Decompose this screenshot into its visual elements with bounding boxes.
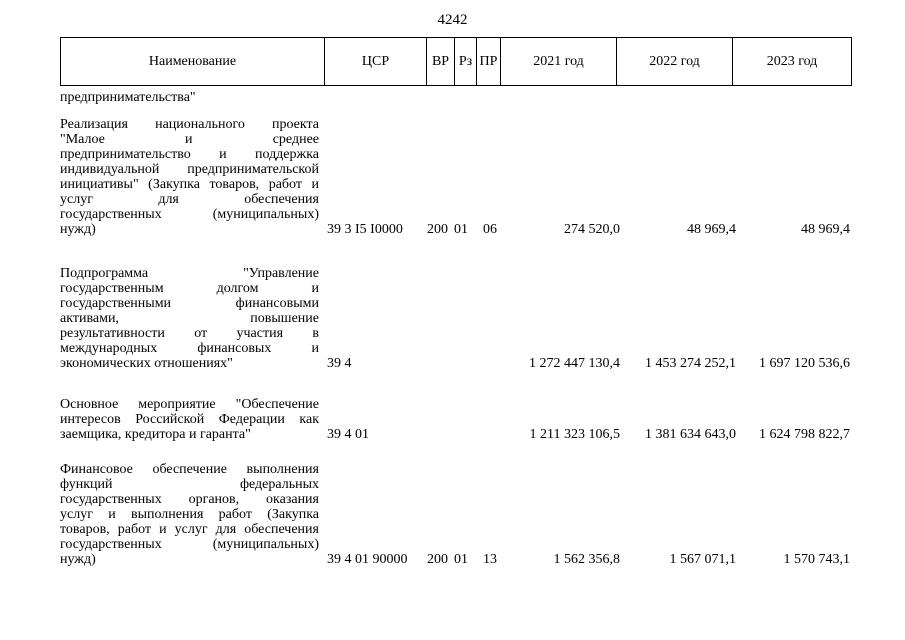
row-name-line: услуг для обеспечения bbox=[60, 192, 319, 207]
table-row bbox=[60, 397, 852, 442]
row-name-line: нужд) bbox=[60, 222, 96, 237]
row-vr: 200 bbox=[427, 552, 448, 567]
row-name-line: государственных органов, оказания bbox=[60, 492, 319, 507]
header-pr: ПР bbox=[477, 38, 501, 85]
row-name-line: Финансовое обеспечение выполнения bbox=[60, 462, 319, 477]
row-csr: 39 4 01 90000 bbox=[327, 552, 408, 567]
row-name-line: Основное мероприятие "Обеспечение bbox=[60, 397, 319, 412]
row-name-line: Подпрограмма "Управление bbox=[60, 266, 319, 281]
row-name-line: предпринимательства" bbox=[60, 90, 196, 105]
row-2021: 1 272 447 130,4 bbox=[529, 356, 620, 371]
row-name-line: предпринимательство и поддержка bbox=[60, 147, 319, 162]
row-name-line: государственных (муниципальных) bbox=[60, 537, 319, 552]
row-2023: 48 969,4 bbox=[801, 222, 850, 237]
row-rz: 01 bbox=[454, 222, 468, 237]
row-2022: 1 453 274 252,1 bbox=[645, 356, 736, 371]
row-name-line: экономических отношениях" bbox=[60, 356, 233, 371]
row-name-line: активами, повышение bbox=[60, 311, 319, 326]
row-name-line: государственным долгом и bbox=[60, 281, 319, 296]
row-2021: 1 211 323 106,5 bbox=[529, 427, 620, 442]
row-csr: 39 4 01 bbox=[327, 427, 369, 442]
row-name-line: "Малое и среднее bbox=[60, 132, 319, 147]
row-name bbox=[60, 90, 319, 105]
header-name: Наименование bbox=[61, 38, 325, 85]
header-rz: Рз bbox=[455, 38, 477, 85]
row-name bbox=[60, 117, 319, 237]
header-2022: 2022 год bbox=[617, 38, 733, 85]
table-row bbox=[60, 117, 852, 237]
row-name bbox=[60, 397, 319, 442]
table-row bbox=[60, 266, 852, 371]
row-2023: 1 570 743,1 bbox=[783, 552, 850, 567]
row-2022: 1 567 071,1 bbox=[669, 552, 736, 567]
row-name-line: товаров, работ и услуг для обеспечения bbox=[60, 522, 319, 537]
header-vr: ВР bbox=[427, 38, 455, 85]
row-2021: 274 520,0 bbox=[564, 222, 620, 237]
row-name bbox=[60, 266, 319, 371]
row-2023: 1 624 798 822,7 bbox=[759, 427, 850, 442]
row-pr: 06 bbox=[483, 222, 497, 237]
table-row bbox=[60, 462, 852, 567]
row-name-line: международных финансовых и bbox=[60, 341, 319, 356]
header-2021: 2021 год bbox=[501, 38, 617, 85]
row-2021: 1 562 356,8 bbox=[553, 552, 620, 567]
row-name-line: заемщика, кредитора и гаранта" bbox=[60, 427, 251, 442]
row-name-line: Реализация национального проекта bbox=[60, 117, 319, 132]
row-name-line: инициативы" (Закупка товаров, работ и bbox=[60, 177, 319, 192]
row-csr: 39 3 I5 I0000 bbox=[327, 222, 403, 237]
row-name-line: услуг и выполнения работ (Закупка bbox=[60, 507, 319, 522]
row-name-line: интересов Российской Федерации как bbox=[60, 412, 319, 427]
header-csr: ЦСР bbox=[325, 38, 427, 85]
row-csr: 39 4 bbox=[327, 356, 352, 371]
row-rz: 01 bbox=[454, 552, 468, 567]
row-name bbox=[60, 462, 319, 567]
table-header bbox=[60, 37, 852, 86]
row-name-line: государственных (муниципальных) bbox=[60, 207, 319, 222]
row-2022: 1 381 634 643,0 bbox=[645, 427, 736, 442]
row-name-line: функций федеральных bbox=[60, 477, 319, 492]
row-name-line: индивидуальной предпринимательской bbox=[60, 162, 319, 177]
row-pr: 13 bbox=[483, 552, 497, 567]
table-row bbox=[60, 90, 852, 105]
row-vr: 200 bbox=[427, 222, 448, 237]
row-2023: 1 697 120 536,6 bbox=[759, 356, 850, 371]
page-number: 4242 bbox=[437, 12, 468, 28]
row-name-line: государственными финансовыми bbox=[60, 296, 319, 311]
header-2023: 2023 год bbox=[766, 53, 818, 69]
row-name-line: результативности от участия в bbox=[60, 326, 319, 341]
row-2022: 48 969,4 bbox=[687, 222, 736, 237]
row-name-line: нужд) bbox=[60, 552, 96, 567]
